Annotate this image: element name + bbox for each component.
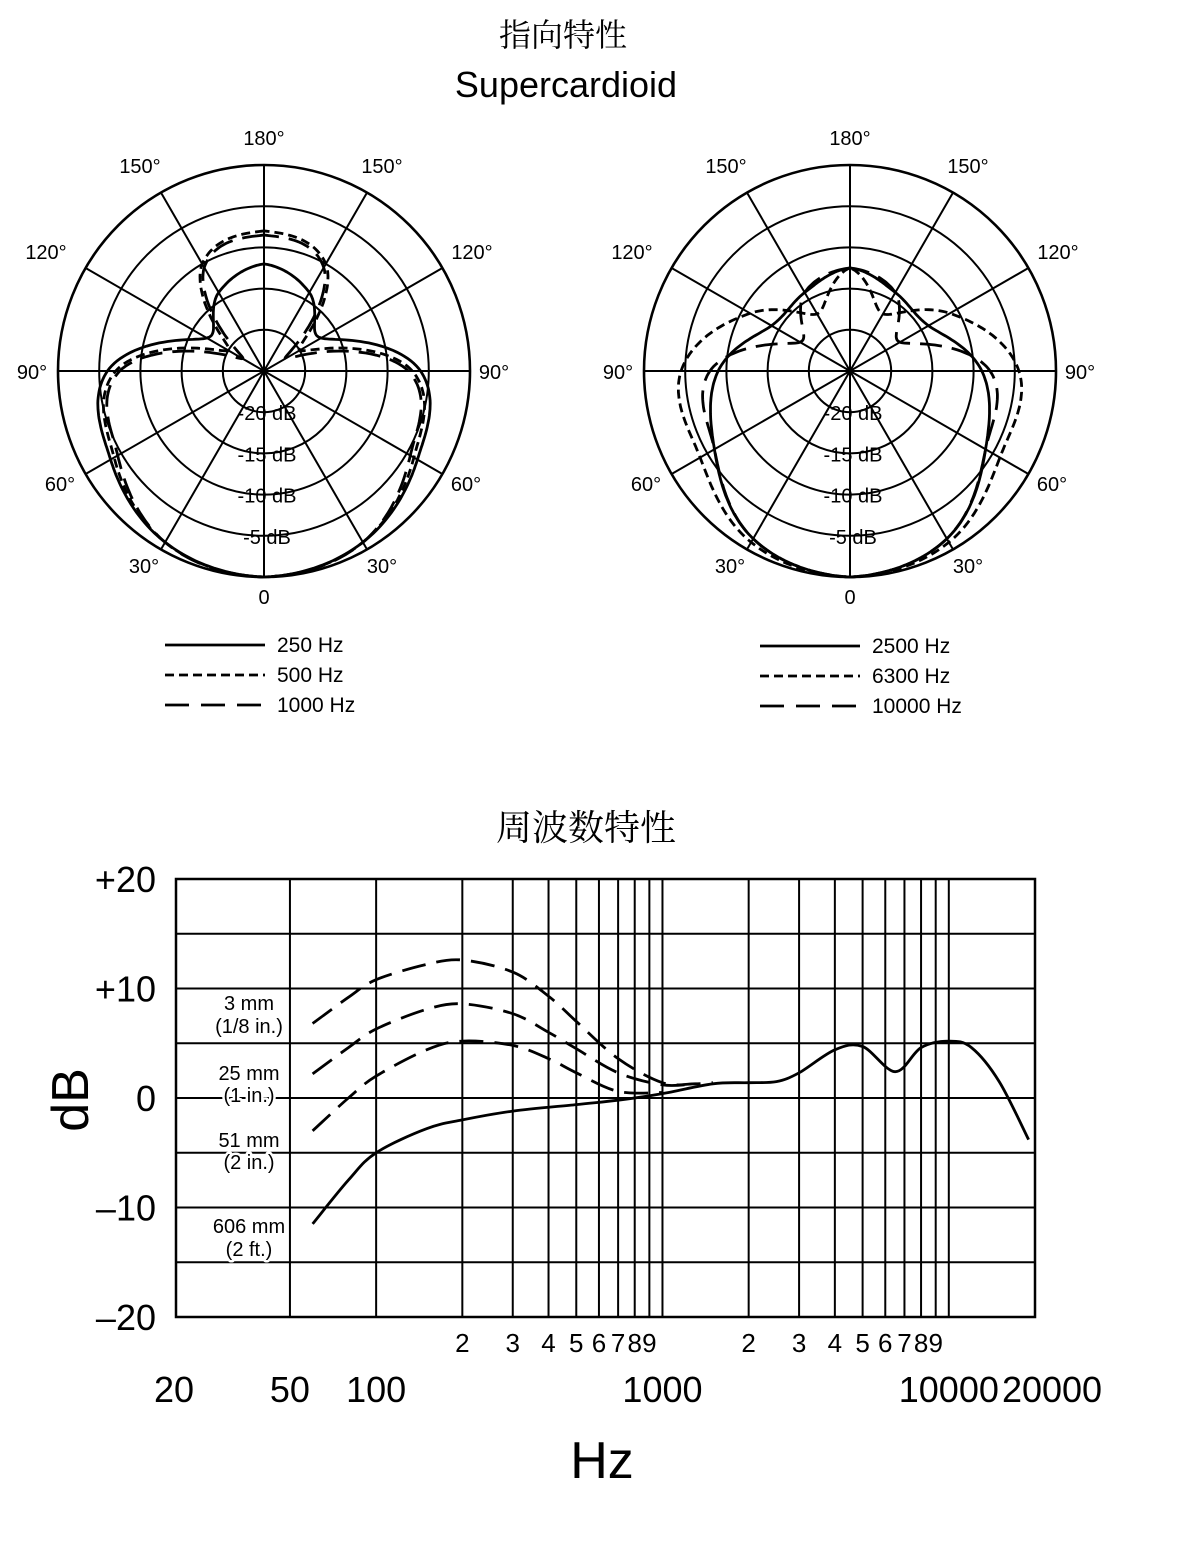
polar-angle-label: 120° <box>1037 242 1079 264</box>
x-major-tick-label: 20000 <box>1001 1369 1103 1410</box>
polar-angle-label: 180° <box>829 128 871 150</box>
polar-ring-label: -10 dB <box>823 485 883 508</box>
polar-angle-label: 90° <box>16 362 48 384</box>
x-minor-tick-label: 3 <box>791 1328 807 1358</box>
series-label: 51 mm <box>218 1130 280 1152</box>
polar-angle-label: 0 <box>844 587 856 609</box>
polar-angle-label: 60° <box>450 474 482 496</box>
y-tick-label: –20 <box>95 1297 156 1338</box>
y-tick-label: +10 <box>94 968 156 1010</box>
polar-angle-label: 30° <box>714 556 746 578</box>
y-tick-label: –10 <box>95 1187 156 1229</box>
x-minor-tick-label: 6 <box>878 1328 893 1358</box>
polar-angle-label: 150° <box>705 156 747 178</box>
x-minor-tick-label: 2 <box>741 1328 756 1358</box>
series-label: 25 mm <box>218 1063 280 1085</box>
x-major-tick-label: 50 <box>269 1369 310 1410</box>
polar-angle-label: 30° <box>366 556 398 578</box>
polar-ring-label: -20 dB <box>237 403 297 426</box>
x-major-tick-label: 10000 <box>898 1369 999 1410</box>
polar-ring-label: -10 dB <box>237 485 297 508</box>
y-tick-label: +20 <box>94 859 156 900</box>
polar-angle-label: 150° <box>947 156 989 178</box>
series-label-imperial: (2 ft.) <box>225 1239 273 1261</box>
polar-ring-label: -5 dB <box>243 526 291 549</box>
polar-angle-label: 0 <box>258 587 270 609</box>
x-major-tick-label: 20 <box>153 1369 195 1410</box>
x-minor-tick-label: 5 <box>569 1328 584 1358</box>
polar-angle-label: 120° <box>451 242 493 264</box>
series-label-imperial: (1 in.) <box>223 1085 275 1107</box>
legend-label: 10000 Hz <box>872 695 962 718</box>
polar-ring-label: -15 dB <box>823 444 883 467</box>
y-tick-label: 0 <box>135 1078 156 1119</box>
legend-label: 2500 Hz <box>872 635 951 658</box>
series-label-imperial: (1/8 in.) <box>215 1016 283 1038</box>
polar-angle-label: 120° <box>611 242 653 264</box>
polar-angle-label: 30° <box>952 556 984 578</box>
x-major-tick-label: 1000 <box>622 1369 703 1410</box>
x-minor-tick-label: 5 <box>855 1328 870 1358</box>
x-minor-tick-label: 6 <box>591 1328 607 1358</box>
polar-angle-label: 30° <box>128 556 160 578</box>
polar-angle-label: 150° <box>119 156 161 178</box>
legend-label: 250 Hz <box>277 634 344 657</box>
x-minor-tick-label: 7 <box>897 1328 912 1358</box>
polar-ring-label: -15 dB <box>237 444 297 467</box>
x-minor-tick-label: 2 <box>455 1328 470 1358</box>
x-minor-tick-label: 8 <box>627 1328 642 1358</box>
x-axis-label: Hz <box>570 1432 634 1490</box>
x-minor-tick-label: 9 <box>928 1328 943 1358</box>
polar-angle-label: 180° <box>243 128 285 150</box>
polar-ring-label: -20 dB <box>823 403 883 426</box>
frequency-chart <box>42 859 1102 1490</box>
polar-angle-label: 60° <box>1036 474 1068 496</box>
series-label: 606 mm <box>212 1216 286 1238</box>
polar-angle-label: 150° <box>361 156 403 178</box>
polar-angle-label: 60° <box>630 474 662 496</box>
legend-label: 6300 Hz <box>872 665 951 688</box>
polar-title: 指向特性 <box>498 16 628 54</box>
x-minor-tick-label: 9 <box>642 1328 657 1358</box>
polar-ring-label: -5 dB <box>829 526 877 549</box>
polar-angle-label: 90° <box>1064 362 1096 384</box>
polar-angle-label: 90° <box>602 362 634 384</box>
x-minor-tick-label: 7 <box>610 1328 626 1358</box>
freq-title: 周波数特性 <box>495 808 677 849</box>
y-axis-label: dB <box>42 1068 100 1132</box>
polar-subtitle: Supercardioid <box>454 64 678 105</box>
polar-angle-label: 120° <box>25 242 67 264</box>
legend-label: 500 Hz <box>277 664 344 687</box>
polar-chart-high <box>603 128 1095 718</box>
series-label-imperial: (2 in.) <box>223 1152 275 1174</box>
x-minor-tick-label: 8 <box>913 1328 929 1358</box>
x-minor-tick-label: 4 <box>827 1328 843 1358</box>
polar-angle-label: 60° <box>44 474 76 496</box>
freq-series-51-mm <box>313 1041 663 1131</box>
series-label: 3 mm <box>224 993 274 1015</box>
x-minor-tick-label: 4 <box>541 1328 556 1358</box>
polar-angle-label: 90° <box>478 362 510 384</box>
x-major-tick-label: 100 <box>346 1369 407 1410</box>
legend-label: 1000 Hz <box>277 694 356 717</box>
polar-chart-low <box>17 128 509 717</box>
x-minor-tick-label: 3 <box>505 1328 520 1358</box>
